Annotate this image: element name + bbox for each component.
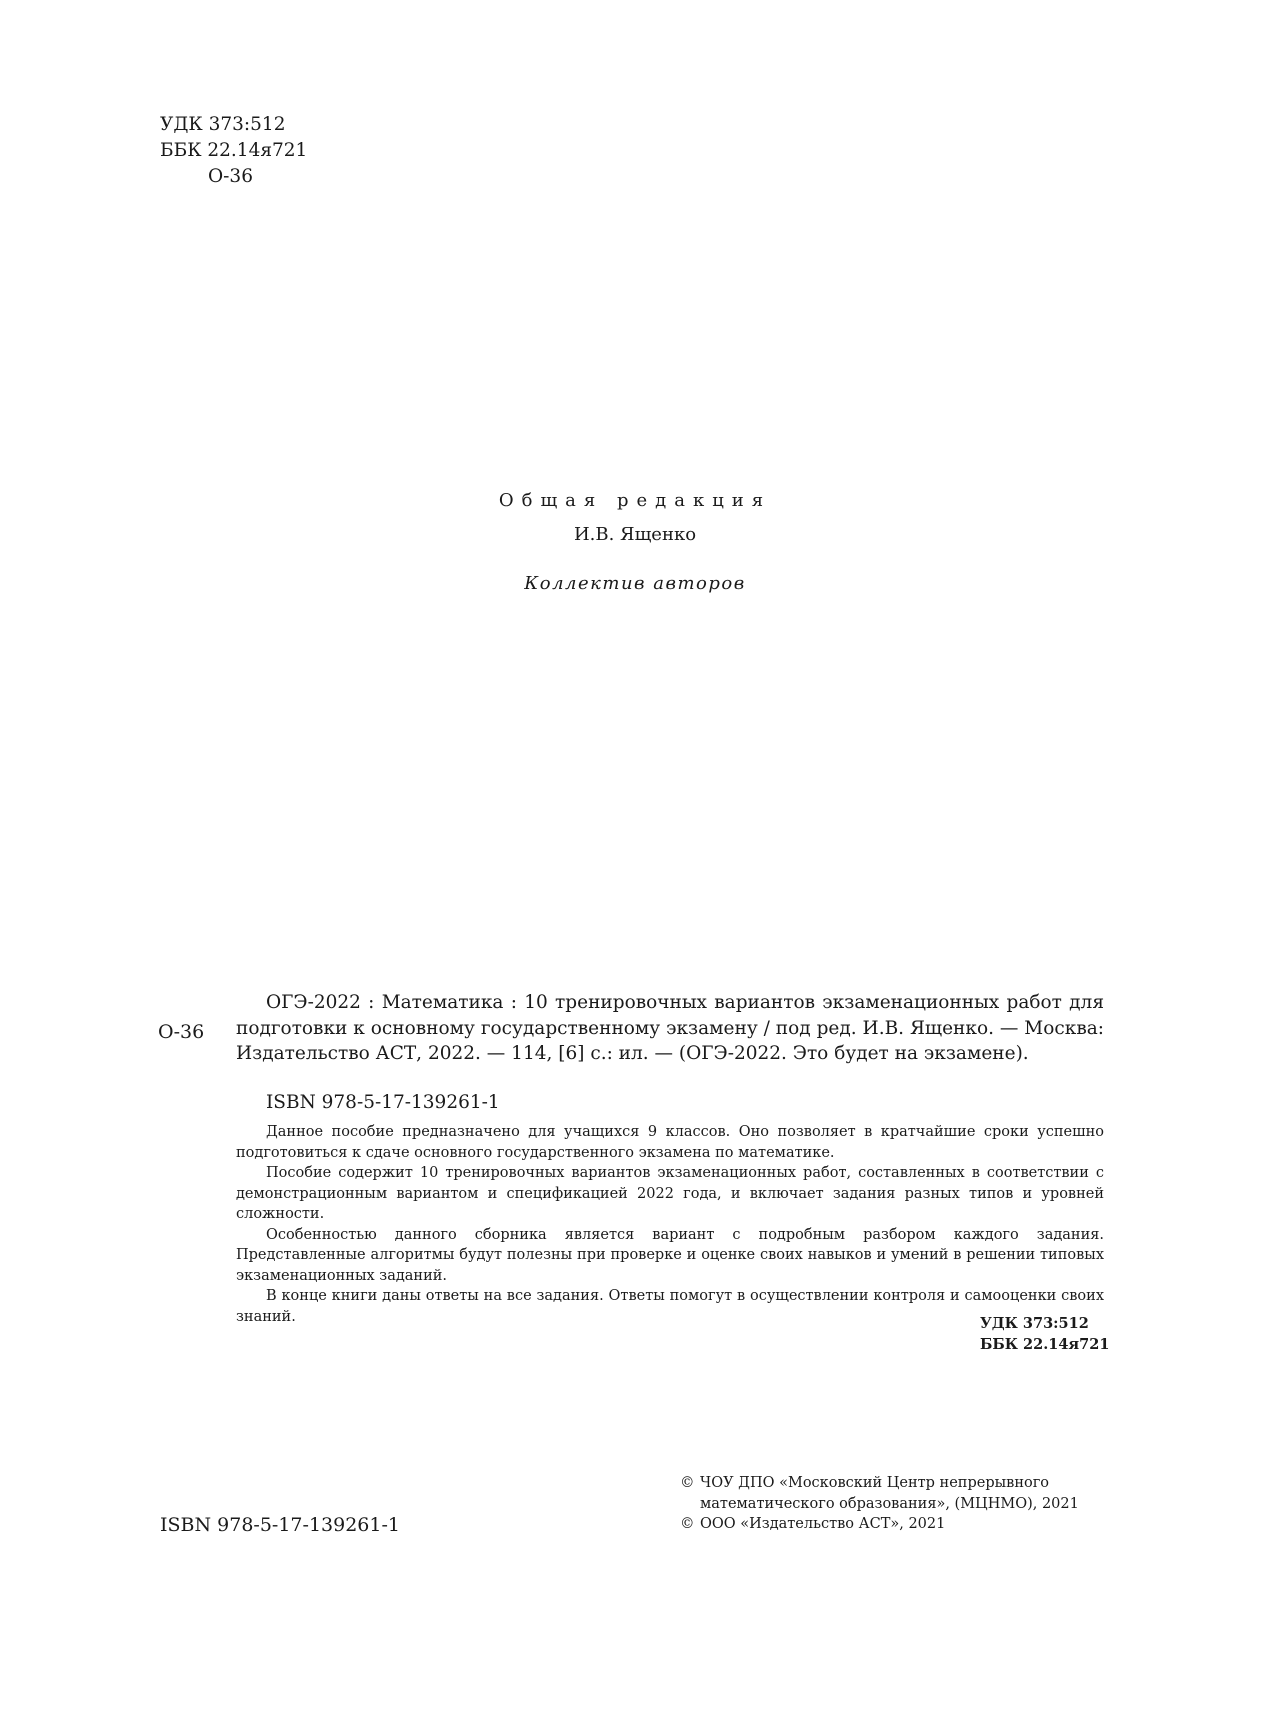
annotation-paragraph: Данное пособие предназначено для учащихся 9 классов. Оно позволяет в кратчайшие сроки успешно подготовиться к сдаче основного государственного экзамена по математике. xyxy=(236,1124,1104,1161)
header-bbk: ББК 22.14я721 xyxy=(160,140,308,161)
header-codes xyxy=(160,112,307,190)
bibliographic-text: ОГЭ-2022 : Математика : 10 тренировочных вариантов экзаменационных работ для подготовки к основному государственному экзамену / под ред. И.В. Ященко. — Москва: Издательство АСТ, 2022. — 114, [6] с.: ил. — (ОГЭ-2022. Это будет на экзамене). xyxy=(236,992,1104,1064)
copyright-icon: © xyxy=(680,1475,695,1491)
footer-codes xyxy=(980,1314,1109,1355)
annotation-paragraph: Особенностью данного сборника является вариант с подробным разбором каждого задания. Представленные алгоритмы будут полезны при проверке и оценке своих навыков и умений в решении типовых экзаменационных заданий. xyxy=(236,1226,1104,1284)
biblio-isbn: ISBN 978-5-17-139261-1 xyxy=(266,1092,500,1113)
footer-udk: УДК 373:512 xyxy=(980,1315,1089,1332)
copyright-block xyxy=(680,1473,1079,1535)
footer-bbk: ББК 22.14я721 xyxy=(980,1335,1110,1353)
copyright-icon: © xyxy=(680,1516,695,1532)
header-author-mark: О-36 xyxy=(208,166,253,187)
editor-name: И.В. Ященко xyxy=(573,524,697,545)
annotation-paragraph: Пособие содержит 10 тренировочных вариантов экзаменационных работ, составленных в соответствии с демонстрационным вариантом и спецификацией 2022 года, и включает задания разных типов и уровней сложности. xyxy=(236,1165,1104,1222)
copyright-holder-2: ООО «Издательство АСТ», 2021 xyxy=(700,1516,946,1532)
bibliographic-record xyxy=(236,990,1104,1067)
header-udk: УДК 373:512 xyxy=(160,114,286,135)
biblio-author-mark: О-36 xyxy=(158,1021,205,1043)
annotation xyxy=(236,1122,1104,1327)
copyright-holder-1: ЧОУ ДПО «Московский Центр непрерывного xyxy=(700,1475,1050,1491)
copyright-holder-1-cont: математического образования», (МЦНМО), 2021 xyxy=(700,1495,1079,1512)
annotation-paragraph: В конце книги даны ответы на все задания. Ответы помогут в осуществлении контроля и самооценки своих знаний. xyxy=(236,1288,1104,1325)
isbn-footer: ISBN 978-5-17-139261-1 xyxy=(160,1514,400,1536)
editorial-label: Общая редакция xyxy=(498,490,772,511)
authors-collective: Коллектив авторов xyxy=(524,573,746,594)
